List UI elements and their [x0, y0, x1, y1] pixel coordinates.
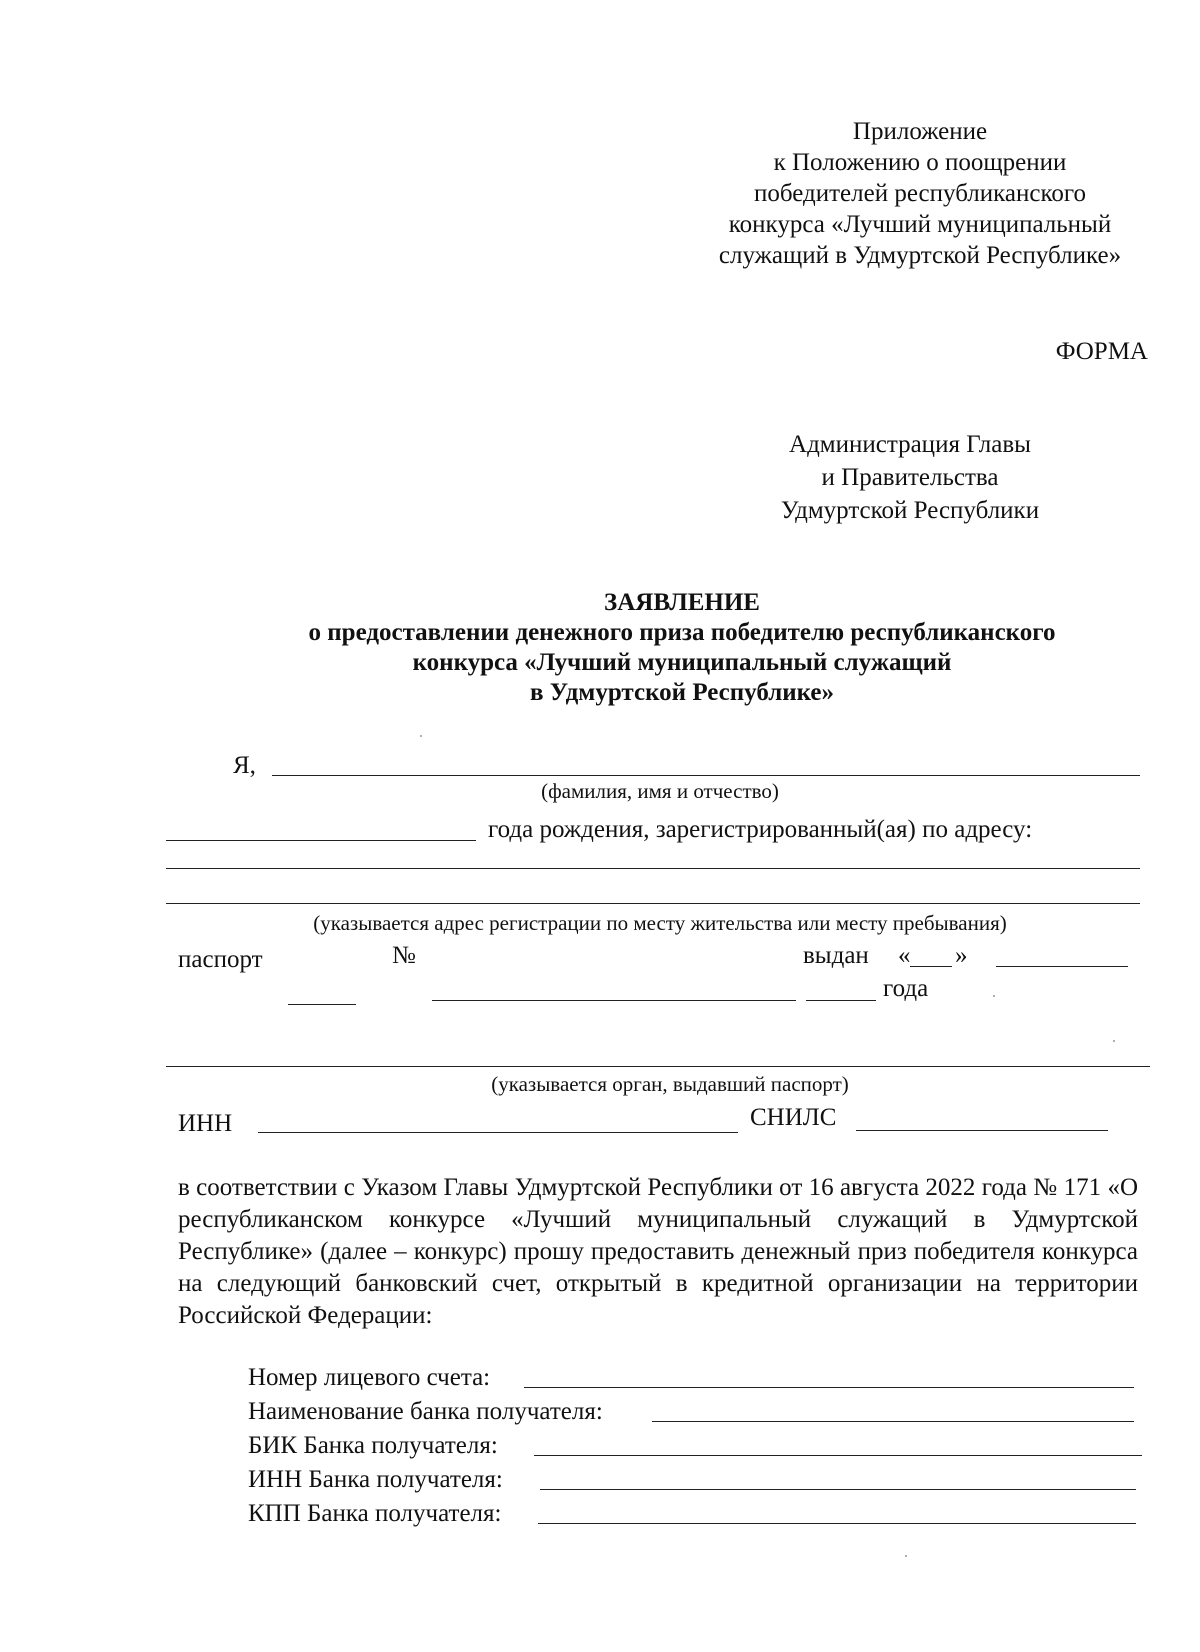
addressee-line: Администрация Главы — [789, 431, 1031, 458]
inn-field[interactable] — [258, 1132, 738, 1133]
bank-row-bik — [248, 1432, 1148, 1462]
title-subline: о предоставлении денежного приза победителю республиканского — [308, 619, 1056, 646]
birth-text: года рождения, зарегистрированный(ая) по адресу: — [488, 816, 1033, 843]
quote-open: « — [898, 942, 911, 969]
account-number-field[interactable] — [524, 1387, 1134, 1388]
bank-kpp-field[interactable] — [538, 1523, 1136, 1524]
birth-year-field[interactable] — [166, 840, 476, 841]
address-hint: (указывается адрес регистрации по месту жительства или месту пребывания) — [313, 911, 1007, 935]
fio-field[interactable] — [272, 775, 1140, 776]
address-field-2[interactable] — [166, 903, 1140, 904]
scan-speck — [993, 995, 995, 997]
issue-month-field[interactable] — [996, 966, 1128, 967]
passport-number-field[interactable] — [432, 1000, 796, 1001]
appendix-line: служащий в Удмуртской Республике» — [718, 242, 1122, 269]
addressee-line: и Правительства — [821, 464, 999, 491]
appendix-line: конкурса «Лучший муниципальный — [728, 211, 1112, 238]
snils-label: СНИЛС — [750, 1104, 837, 1131]
appendix-line: Приложение — [852, 118, 988, 145]
scan-speck — [420, 735, 422, 737]
title-subline: конкурса «Лучший муниципальный служащий — [412, 649, 952, 676]
scan-speck — [1113, 1040, 1115, 1042]
address-field-1[interactable] — [166, 868, 1140, 869]
scan-speck — [905, 1555, 907, 1557]
inn-label: ИНН — [178, 1110, 233, 1137]
quote-close: » — [955, 942, 968, 969]
issued-label: выдан — [803, 942, 869, 969]
ya-label: Я, — [233, 752, 256, 779]
body-paragraph: в соответствии с Указом Главы Удмуртской Республики от 16 августа 2022 года № 171 «О республиканском конкурсе «Лучший муниципальный служащий в Удмуртской Республике» (далее – конкурс) прошу предоставить денежный приз победителя конкурса на следующий банковский счет, открытый в кредитной организации на территории Российской Федерации: — [178, 1174, 1138, 1329]
bank-inn-field[interactable] — [540, 1489, 1136, 1490]
appendix-line: к Положению о поощрении — [773, 149, 1067, 176]
bank-field-label: Номер лицевого счета: — [248, 1364, 491, 1391]
issue-day-field[interactable] — [910, 966, 952, 967]
bank-name-field[interactable] — [652, 1421, 1134, 1422]
title-subline: в Удмуртской Республике» — [529, 679, 835, 706]
number-sign: № — [392, 942, 416, 969]
title-heading: ЗАЯВЛЕНИЕ — [604, 589, 760, 616]
bank-row-bank-name — [248, 1398, 1148, 1428]
passport-label: паспорт — [178, 946, 263, 973]
appendix-line: победителей республиканского — [753, 180, 1087, 207]
addressee-line: Удмуртской Республики — [780, 497, 1040, 524]
appendix-block — [640, 116, 1200, 271]
addressee-block — [680, 428, 1140, 527]
year-word: года — [883, 975, 929, 1002]
bank-field-label: КПП Банка получателя: — [248, 1500, 502, 1527]
bank-row-inn — [248, 1466, 1148, 1496]
issuer-hint: (указывается орган, выдавший паспорт) — [491, 1072, 849, 1096]
bank-row-kpp — [248, 1500, 1148, 1530]
issue-year-field[interactable] — [806, 1000, 876, 1001]
bank-bik-field[interactable] — [534, 1455, 1142, 1456]
snils-field[interactable] — [856, 1130, 1108, 1131]
bank-field-label: ИНН Банка получателя: — [248, 1466, 503, 1493]
form-label: ФОРМА — [1055, 338, 1148, 365]
bank-field-label: БИК Банка получателя: — [248, 1432, 498, 1459]
bank-field-label: Наименование банка получателя: — [248, 1398, 603, 1425]
document-title — [0, 588, 1200, 708]
issuer-field[interactable] — [166, 1066, 1150, 1067]
fio-hint: (фамилия, имя и отчество) — [541, 779, 779, 803]
passport-series-field[interactable] — [288, 1004, 356, 1005]
bank-row-account — [248, 1364, 1148, 1394]
